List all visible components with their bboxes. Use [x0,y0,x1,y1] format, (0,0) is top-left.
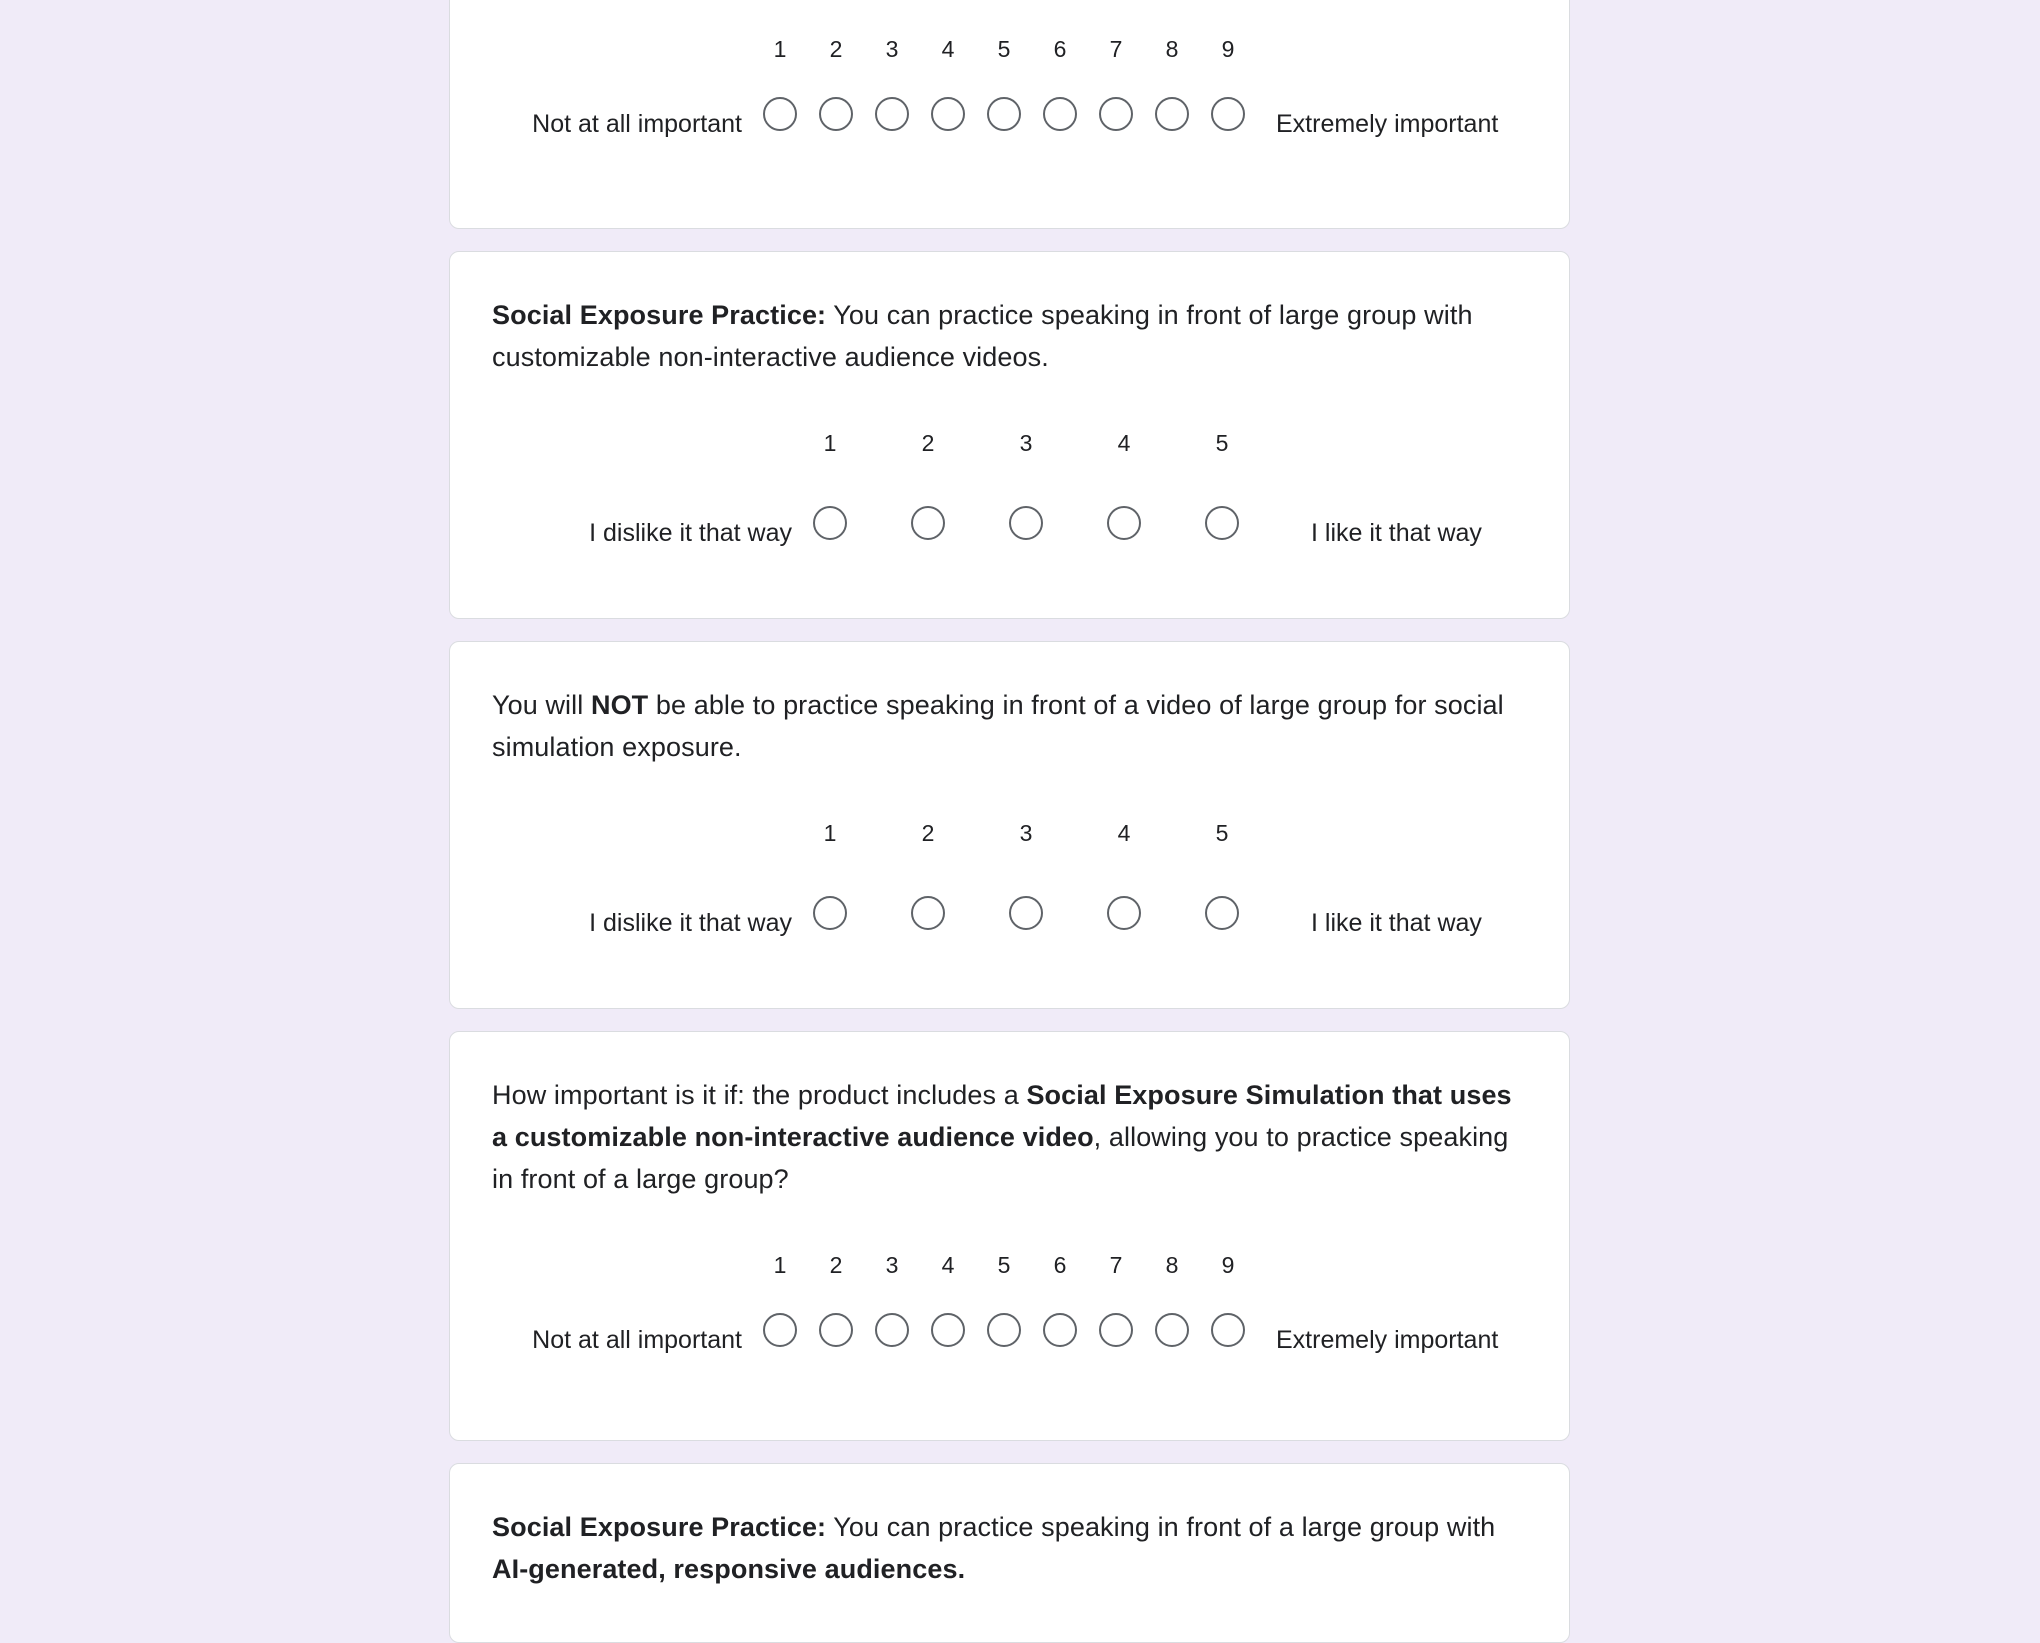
scale-number: 3 [885,36,899,62]
scale-number: 6 [1053,36,1067,62]
scale-number: 8 [1165,36,1179,62]
scale-radio-9[interactable] [1211,1313,1245,1347]
scale-radio-4[interactable] [931,97,965,131]
scale-number: 1 [823,820,837,846]
scale-number: 5 [1215,430,1229,456]
scale-number: 3 [885,1252,899,1278]
scale-number: 9 [1221,36,1235,62]
scale-number: 3 [1019,430,1033,456]
scale-number: 2 [921,430,935,456]
scale-radio-8[interactable] [1155,1313,1189,1347]
scale-number: 5 [997,36,1011,62]
scale-number: 4 [1117,430,1131,456]
scale-number: 2 [829,1252,843,1278]
scale-number: 5 [997,1252,1011,1278]
scale-number: 1 [773,1252,787,1278]
scale-max-label: Extremely important [1276,110,1499,138]
scale-number: 7 [1109,1252,1123,1278]
scale-radio-2[interactable] [911,506,945,540]
scale-radio-7[interactable] [1099,1313,1133,1347]
scale-max-label: I like it that way [1311,909,1482,937]
question-title-bold: Social Exposure Practice: [492,1512,827,1542]
scale-min-label: Not at all important [532,110,742,138]
linear-scale [450,0,1569,230]
scale-radio-6[interactable] [1043,97,1077,131]
scale-number: 4 [1117,820,1131,846]
scale-radio-1[interactable] [813,506,847,540]
question-title-rest: You can practice speaking in front of a large group with [826,1512,1496,1542]
scale-number: 2 [829,36,843,62]
scale-number: 3 [1019,820,1033,846]
scale-radio-3[interactable] [875,97,909,131]
scale-radio-2[interactable] [819,1313,853,1347]
question-card-importance-2 [449,1031,1570,1441]
question-title-bold-2: AI-generated, responsive audiences. [492,1554,966,1584]
question-title-bold: Social Exposure Simulation that uses a customizable non-interactive audience video [492,1080,1512,1152]
scale-number: 5 [1215,820,1229,846]
scale-min-label: I dislike it that way [589,519,792,547]
scale-number: 8 [1165,1252,1179,1278]
question-title-bold: NOT [590,690,649,720]
scale-radio-4[interactable] [1107,896,1141,930]
scale-min-label: Not at all important [532,1326,742,1354]
question-card-importance-1 [449,0,1570,229]
scale-radio-2[interactable] [911,896,945,930]
scale-radio-5[interactable] [1205,506,1239,540]
question-title [492,1506,1533,1590]
scale-radio-4[interactable] [1107,506,1141,540]
question-title-post: be able to practice speaking in front of a video of large group for social simulation exposure. [492,690,1504,762]
scale-number: 9 [1221,1252,1235,1278]
scale-radio-1[interactable] [763,97,797,131]
scale-number: 6 [1053,1252,1067,1278]
question-title-bold: Social Exposure Practice: [492,300,827,330]
scale-radio-5[interactable] [1205,896,1239,930]
scale-radio-2[interactable] [819,97,853,131]
scale-number: 2 [921,820,935,846]
question-title-post: , allowing you to practice speaking in front of a large group? [492,1122,1509,1194]
scale-number: 4 [941,36,955,62]
linear-scale [450,642,1569,1010]
scale-radio-9[interactable] [1211,97,1245,131]
scale-min-label: I dislike it that way [589,909,792,937]
scale-radio-1[interactable] [813,896,847,930]
scale-radio-1[interactable] [763,1313,797,1347]
scale-radio-3[interactable] [1009,506,1043,540]
linear-scale [450,252,1569,620]
scale-radio-5[interactable] [987,1313,1021,1347]
question-card-social-exposure-practice [449,251,1570,619]
question-title-pre: You will [492,690,591,720]
question-card-not-able [449,641,1570,1009]
question-title-pre: How important is it if: the product includes a [492,1080,1027,1110]
scale-max-label: Extremely important [1276,1326,1499,1354]
scale-radio-3[interactable] [1009,896,1043,930]
question-title-rest: You can practice speaking in front of large group with customizable non-interactive audience videos. [492,300,1473,372]
scale-number: 7 [1109,36,1123,62]
linear-scale [450,1032,1569,1442]
scale-radio-4[interactable] [931,1313,965,1347]
question-card-ai-audience [449,1463,1570,1643]
scale-number: 4 [941,1252,955,1278]
scale-max-label: I like it that way [1311,519,1482,547]
scale-radio-3[interactable] [875,1313,909,1347]
scale-radio-7[interactable] [1099,97,1133,131]
scale-radio-5[interactable] [987,97,1021,131]
scale-radio-8[interactable] [1155,97,1189,131]
scale-radio-6[interactable] [1043,1313,1077,1347]
scale-number: 1 [823,430,837,456]
scale-number: 1 [773,36,787,62]
